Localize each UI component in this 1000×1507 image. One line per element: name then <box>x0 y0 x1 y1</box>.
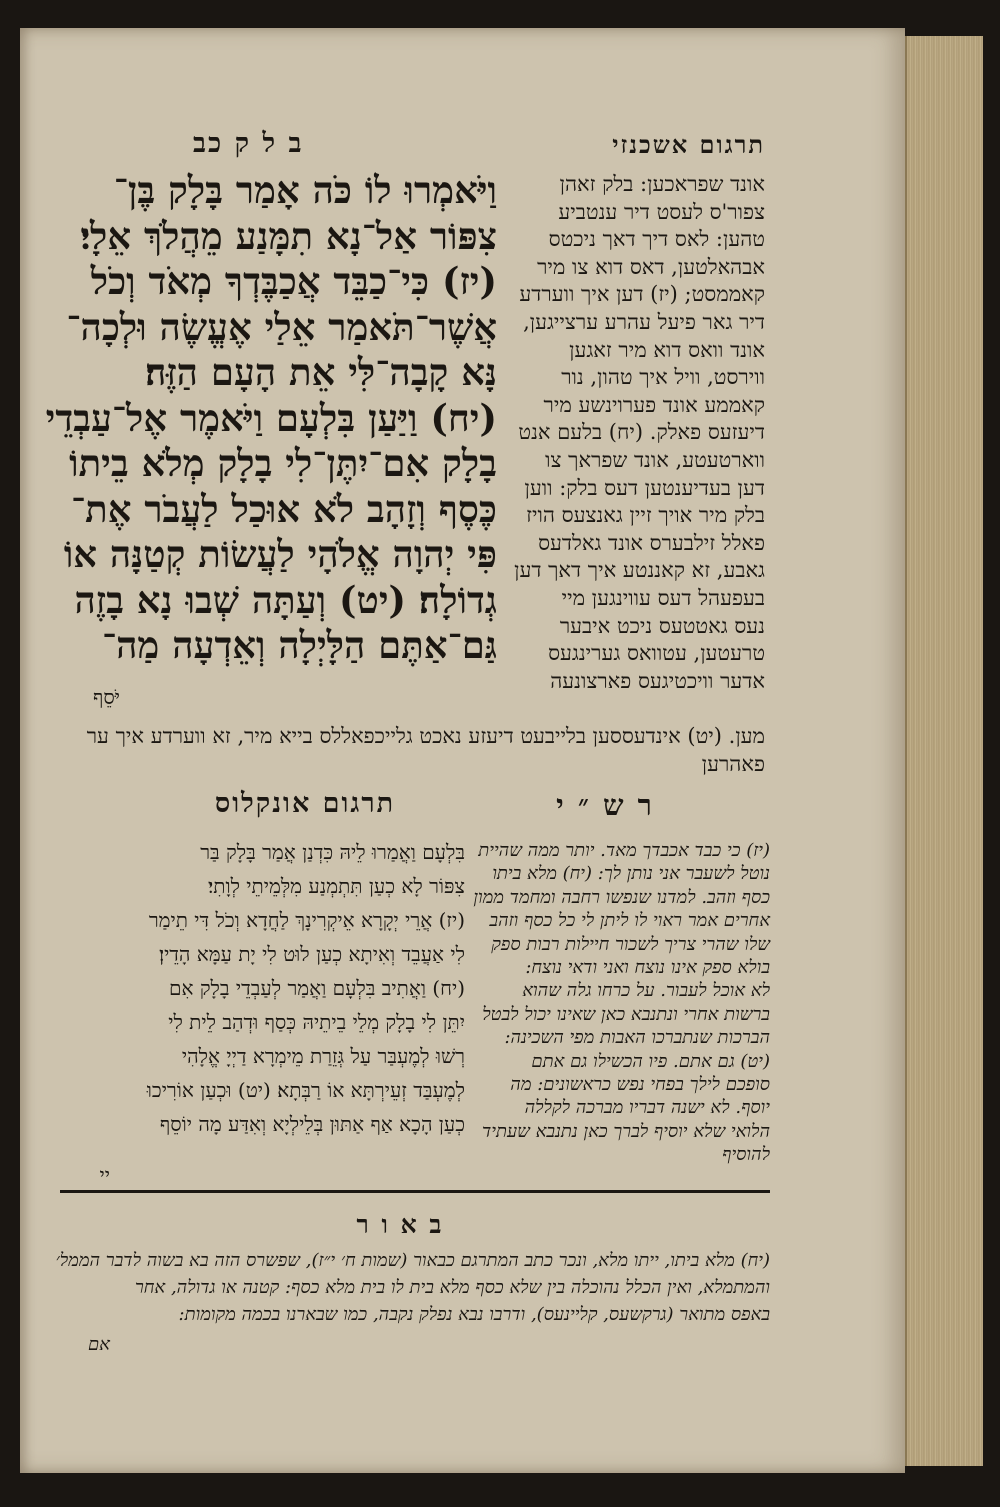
side-translation-line: ווארטעטע, אונד שפראך צו <box>545 448 765 472</box>
main-text-line: בָלָק אִם־יִתֶּן־לִי בָלָק מְלֹא בֵיתוֹ <box>69 441 497 485</box>
onkelos-line: יִתֵּן לִי בָלָק מְלֵי בֵיתֵיהּ כְּסַף וּדְהַב לֵית לִי <box>168 1010 465 1034</box>
rashi-line: שלו שהרי צריך לשכור חיילות רבות ספק <box>491 933 770 955</box>
main-text-line: (יז) כִּי־כַבֵּד אֲכַבֶּדְךָ מְאֹד וְכֹל <box>90 259 497 303</box>
side-translation-line: בלק מיר אויך זיין גאנצעס הויז <box>526 503 765 528</box>
side-translation-line: פאלל זילבערס אונד גאלדעס <box>538 530 765 555</box>
onkelos-line: כְעַן הָכָא אַף אַתּוּן בְּלֵילְיָא וְאִדַּע מָה יוֹסֵף <box>159 1112 465 1136</box>
onkelos-line: לִי אַעֲבֵד וְאִיתָא כְעַן לוּט לִי יָת עַמָּא הָדֵין׃ <box>158 942 465 966</box>
rashi-line: אחרים אמר ראוי לו ליתן לי כל כסף וזהב <box>489 910 770 932</box>
divider-rule <box>60 1190 770 1193</box>
header-translation-title: תרגום אשכנזי <box>612 130 765 159</box>
rashi-line: סופכם לילך בפחי נפש כראשונים: מה <box>510 1074 770 1095</box>
rashi-line: בולא ספק אינו נוצח ואני ודאי נוצח: <box>525 957 770 978</box>
side-translation-line: דיר גאר פיעל עהרע ערצייגען, <box>523 310 765 334</box>
main-text-line: פִּי יְהוָה אֱלֹהָי לַעֲשׂוֹת קְטַנָּה אוֹ <box>63 532 497 576</box>
side-translation-line: אונד שפראכען: בלק זאהן <box>559 172 765 196</box>
biur-line: והמתמלא, ואין הכלל נהוכלה בין שלא כסף מלא בית לו בית מלא כסף: קטנה או גדולה, אחר <box>134 1277 770 1298</box>
main-text-catchword: יֹּסֵף <box>93 685 120 709</box>
biur-line: באפס מתואר (גרקשעס, קליינעס), ודרבו נבא נפלק נקבה, כמו שבארנו בכמה מקומות: <box>178 1304 770 1325</box>
rashi-line: הברכות שנתברכו האבות מפי השכינה: <box>504 1027 770 1049</box>
side-translation-line: טרעטען, עטוואס גערינגעס <box>548 641 765 666</box>
onkelos-catchword: יי <box>99 1163 110 1187</box>
main-text-line: וַיֹּאמְרוּ לוֹ כֹּה אָמַר בָּלָק בֶּן־ <box>113 168 497 212</box>
onkelos-title: תרגום אונקלוס <box>214 788 396 819</box>
rashi-last-line: להוסיף <box>722 1144 770 1165</box>
rashi-line: כסף וזהב. למדנו שנפשו רחבה ומחמד ממון <box>473 886 770 908</box>
rashi-line: (יז) כי כבד אכבדך מאד. יותר ממה שהיית <box>478 840 770 861</box>
side-translation-line: טהען: לאס דיך דאך ניכטס <box>548 227 765 252</box>
main-text-line: נָּא קָבָה־לִּי אֵת הָעָם הַזֶּה׃ <box>145 350 497 394</box>
biur-title: ב א ו ר <box>356 1210 444 1239</box>
rashi-line: (יט) גם אתם. פיו הכשילו גם אתם <box>531 1050 770 1072</box>
main-text-line: אֲשֶׁר־תֹּאמַר אֵלַי אֶעֱשֶׂה וּלְכָה־ <box>66 304 497 349</box>
side-translation-line: קאממע אונד פערוינשע מיר <box>543 392 765 417</box>
side-translation-line: בעפעהל דעס עווינגען מיי <box>561 586 765 610</box>
rashi-line: נוטל לשעבר אני נותן לך: (יח) מלא ביתו <box>492 863 770 885</box>
side-translation-line: אבהאלטען, דאס דוא צו מיר <box>537 254 765 279</box>
side-translation-line: דען בעדיענטען דעס בלק: ווען <box>524 475 765 500</box>
rashi-line: יוסף. לא ישנה דבריו מברכה לקללה <box>524 1097 770 1119</box>
side-translation-line: גאבע, זא קאננטע איך דאך דען <box>514 558 765 583</box>
rashi-line: לא אוכל לעבור. על כרחו גלה שהוא <box>522 980 770 1002</box>
rashi-line: ברשות אחרי ונתנבא כאן שאינו יכול לבטל <box>482 1003 770 1025</box>
main-text-line: צִפּוֹר אַל־נָא תִמָּנַע מֵהֲלֹךְ אֵלָי׃ <box>80 213 497 258</box>
side-translation-line: קאממסט; (יז) דען איך ווערדע <box>519 282 765 307</box>
onkelos-line: בִּלְעָם וַאֲמַרוּ לֵיהּ כִּדְנַן אֲמַר בָּלָק בַּר <box>200 840 465 864</box>
page-edges <box>905 36 983 1466</box>
onkelos-line: רְשׁוּ לְמֶעְבַּר עַל גְּזֵרַת מֵימְרָא דַיְיָ אֱלָהִי <box>181 1044 465 1068</box>
side-translation-line: ווירסט, וויל איך טהון, נור <box>561 365 765 390</box>
main-text-line: כֶּסֶף וְזָהָב לֹא אוּכַל לַעֲבֹר אֶת־ <box>70 486 497 531</box>
onkelos-line: לְמֶעְבַּד זְעֵירְתָּא אוֹ רַבְּתָא׃ (יט) וּכְעַן אוֹרִיכוּ <box>146 1078 465 1102</box>
header-parasha: ב ל ק כב <box>193 128 304 159</box>
main-text-line: גְדוֹלָה׃ (יט) וְעַתָּה שְׁבוּ נָא בָזֶה <box>74 577 497 622</box>
side-translation-continuation: מען. (יט) אינדעססען בלייבעט דיעזע נאכט גלייכפאללס בייא מיר, זא ווערדע איך ער <box>86 724 765 748</box>
main-text-line: גַּם־אַתֶּם הַלָּיְלָה וְאֵדְעָה מַה־ <box>101 623 497 667</box>
onkelos-line: (יח) וַאֲתִיב בִּלְעָם וַאֲמַר לְעַבְדֵי בָלָק אִם <box>169 976 465 1000</box>
side-translation-line: אונד וואס דוא מיר זאגען <box>569 337 765 362</box>
onkelos-line: צִפּוֹר לָא כְעַן תִּתְמְנַע מִלְּמֵיתֵי לְוָתִי׃ <box>208 874 465 898</box>
rashi-line: הלואי שלא יוסיף לברך כאן נתנבא שעתיד <box>481 1120 770 1142</box>
side-translation-line: דיעזעס פאלק. (יח) בלעם אנט <box>518 420 765 445</box>
side-translation-line: נעס גאטטעס ניכט איבער <box>559 613 765 638</box>
main-text-line: (יח) וַיַּעַן בִּלְעָם וַיֹּאמֶר אֶל־עַבְדֵי <box>45 395 497 440</box>
biur-line: (יח) מלא ביתו, ייתו מלא, ונכר כתב המתרגם כבאור (שמות ח׳ י״ז), שפשרס הזה בא בשוה לדבר הממל׳ <box>55 1250 770 1271</box>
rashi-title: ר ש ״ י <box>556 788 654 822</box>
side-translation-line: אדער וויכטיגעס פארצונעה <box>550 668 765 693</box>
biur-catchword: אם <box>87 1334 110 1355</box>
side-translation-line: צפור'ס לעסט דיר ענטביע <box>558 199 765 224</box>
onkelos-line: (יז) אֲרֵי יְקָרָא אֵיקְרִינָךְ לַחֲדָא וְכֹל דִּי תֵימַר <box>148 908 465 932</box>
side-translation-catchword: פאהרען <box>701 752 765 776</box>
